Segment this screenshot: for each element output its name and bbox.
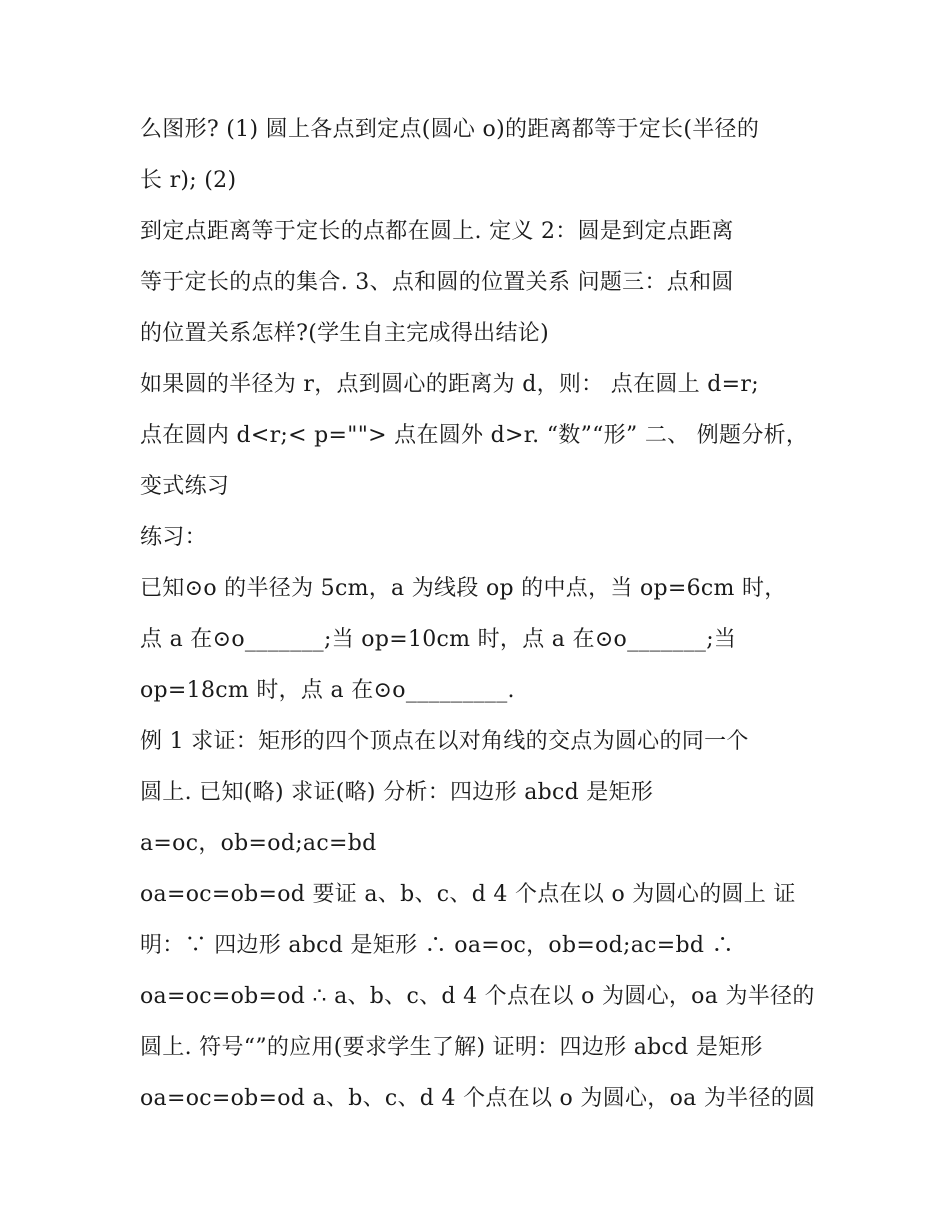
text-line-1: 么图形? (1) 圆上各点到定点(圆心 o)的距离都等于定长(半径的 — [140, 117, 760, 142]
text-line-18: oa=oc=ob=od ∴ a、b、c、d 4 个点在以 o 为圆心，oa 为半径的 — [140, 984, 815, 1009]
text-line-17: 明：∵ 四边形 abcd 是矩形 ∴ oa=oc，ob=od;ac=bd ∴ — [140, 933, 734, 958]
text-line-4: 等于定长的点的集合. 3、点和圆的位置关系 问题三：点和圆 — [140, 270, 734, 295]
text-line-19: 圆上. 符号“”的应用(要求学生了解) 证明：四边形 abcd 是矩形 — [140, 1035, 763, 1060]
text-line-6: 如果圆的半径为 r，点到圆心的距离为 d，则： 点在圆上 d=r; — [140, 372, 759, 397]
document-body-text — [140, 104, 820, 1124]
text-line-20: oa=oc=ob=od a、b、c、d 4 个点在以 o 为圆心，oa 为半径的圆 — [140, 1086, 816, 1111]
text-line-10: 已知⊙o 的半径为 5cm，a 为线段 op 的中点，当 op=6cm 时， — [140, 576, 787, 601]
text-line-5: 的位置关系怎样?(学生自主完成得出结论) — [140, 321, 549, 346]
text-line-11: 点 a 在⊙o_______;当 op=10cm 时，点 a 在⊙o_______;当 — [140, 627, 737, 652]
text-line-13: 例 1 求证：矩形的四个顶点在以对角线的交点为圆心的同一个 — [140, 729, 749, 754]
text-line-8: 变式练习 — [140, 474, 230, 499]
text-line-16: oa=oc=ob=od 要证 a、b、c、d 4 个点在以 o 为圆心的圆上 证 — [140, 882, 796, 907]
text-line-3: 到定点距离等于定长的点都在圆上. 定义 2：圆是到定点距离 — [140, 219, 734, 244]
text-line-14: 圆上. 已知(略) 求证(略) 分析：四边形 abcd 是矩形 — [140, 780, 654, 805]
text-line-15: a=oc，ob=od;ac=bd — [140, 831, 377, 856]
text-line-7: 点在圆内 d<r;< p=""> 点在圆外 d>r. “数”“形” 二、 例题分析， — [140, 423, 809, 448]
text-line-12: op=18cm 时，点 a 在⊙o_________. — [140, 678, 515, 703]
text-line-9: 练习： — [140, 525, 207, 550]
text-line-2: 长 r); (2) — [140, 168, 237, 193]
